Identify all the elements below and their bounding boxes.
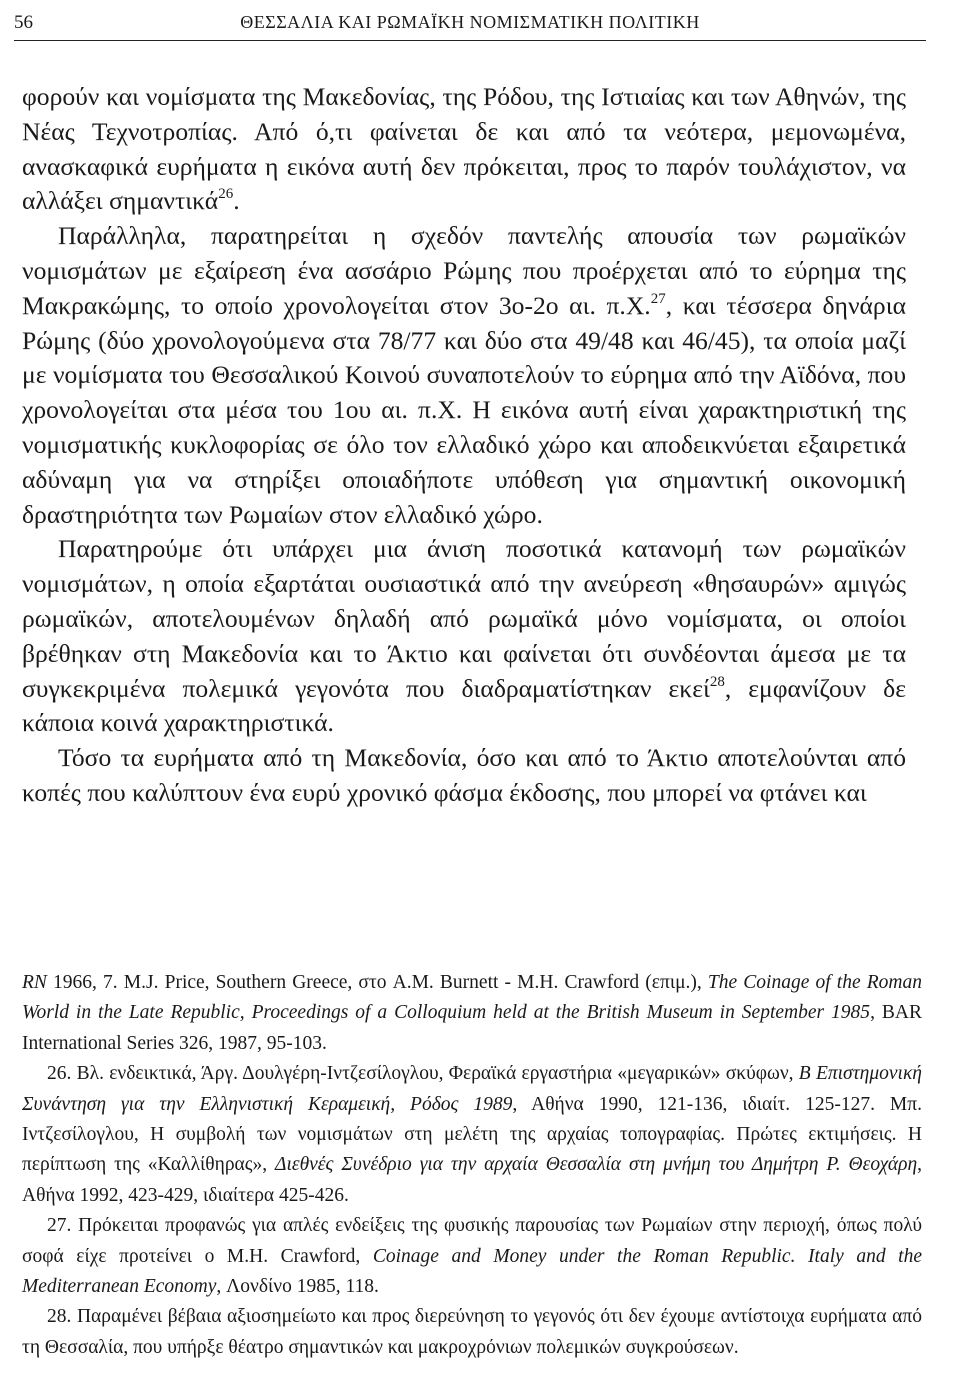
paragraph-text: , και τέσσερα δηνάρια Ρώμης (δύο χρονολογούμενα στα 78/77 και δύο στα 49/48 και 46/45), τα οποία μαζί με νομίσματα του Θεσσαλικού Κοινού συναποτελούν το εύρημα από την Αϊδόνα, που χρονολογείται στα μέσα του 1ου αι. π.Χ. Η εικόνα αυτή είναι χαρακτηριστική της νομισματικής κυκλοφορίας σε όλο τον ελλαδικό χώρο και αποδεικνύεται εξαιρετικά αδύναμη για να στηρίξει οποιαδήποτε υπόθεση για σημαντική οικονομική δραστηριότητα των Ρωμαίων στον ελλαδικό χώρο. bbox=[22, 290, 906, 529]
footnote-27 bbox=[22, 1211, 922, 1302]
paragraph-text: φορούν και νομίσματα της Μακεδονίας, της Ρόδου, της Ιστιαίας και των Αθηνών, της Νέας Τεχνοτροπίας. Από ό,τι φαίνεται δε και από τα νεότερα, μεμονωμένα, ανασκαφικά ευρήματα η εικόνα αυτή δεν πρόκειται, προς το παρόν τουλάχιστον, να αλλάξει σημαντικά bbox=[22, 82, 906, 216]
paragraph-text: Παράλληλα, παρατηρείται η σχεδόν παντελής απουσία των ρωμαϊκών νομισμάτων με εξαίρεση ένα ασσάριο Ρώμης που προέρχεται από το εύρημα της Μακρακώμης, το οποίο χρονολογείται στον 3ο-2ο αι. π.Χ. bbox=[22, 221, 906, 320]
footnote-26 bbox=[22, 1059, 922, 1211]
footnote-ref: 28 bbox=[709, 673, 725, 690]
footnote-ref: 27 bbox=[650, 290, 666, 307]
book-title: The Coinage of the Roman World in the Late Republic, Proceedings of a Colloquium held at the British Museum in September 1985 bbox=[22, 972, 922, 1024]
book-title: Β Επιστημονική Συνάντηση για την Ελληνιστική Κεραμεική, Ρόδος 1989 bbox=[22, 1063, 922, 1115]
book-title: Coinage and Money under the Roman Republic. Italy and the Mediterranean Economy bbox=[22, 1245, 922, 1298]
footnote-text: 28. Παραμένει βέβαια αξιοσημείωτο και προς διερεύνηση το γεγονός ότι δεν έχουμε αντίστοιχα ευρήματα από τη Θεσσαλία, που υπήρξε θέατρο σημαντικών και μακροχρόνιων πολεμικών συγκρούσεων. bbox=[22, 1306, 922, 1358]
paragraph-text: Παρατηρούμε ότι υπάρχει μια άνιση ποσοτικά κατανομή των ρωμαϊκών νομισμάτων, η οποία εξαρτάται ουσιαστικά από την ανεύρεση «θησαυρών» αμιγώς ρωμαϊκών, αποτελουμένων δηλαδή από ρωμαϊκά μόνο νομίσματα, οι οποίοι βρέθηκαν στη Μακεδονία και το Άκτιο και φαίνεται ότι συνδέονται άμεσα με τα συγκεκριμένα πολεμικά γεγονότα που διαδραματίστηκαν εκεί bbox=[22, 534, 906, 703]
footnote-text: 27. Πρόκειται προφανώς για απλές ενδείξεις της φυσικής παρουσίας των Ρωμαίων στην περιοχή, όπως πολύ σοφά είχε προτείνει ο M.H. Crawford, bbox=[22, 1215, 922, 1267]
book-title: Διεθνές Συνέδριο για την αρχαία Θεσσαλία στη μνήμη του Δημήτρη Ρ. Θεοχάρη bbox=[275, 1154, 918, 1176]
footnote-28 bbox=[22, 1302, 922, 1363]
footnote-text: 26. Βλ. ενδεικτικά, Άργ. Δουλγέρη-Ιντζεσίλογλου, Φεραϊκά εργαστήρια «μεγαρικών» σκύφων, bbox=[47, 1063, 799, 1085]
footnote-text: , Αθήνα 1992, 423-429, ιδιαίτερα 425-426. bbox=[22, 1154, 922, 1206]
footnote-ref: 26 bbox=[218, 186, 234, 203]
paragraph-text: Τόσο τα ευρήματα από τη Μακεδονία, όσο και από το Άκτιο αποτελούνται από κοπές που καλύπτουν ένα ευρύ χρονικό φάσμα έκδοσης, που μπορεί να φτάνει και bbox=[22, 743, 906, 807]
page-number: 56 bbox=[14, 12, 33, 33]
page-header bbox=[14, 6, 926, 41]
footnotes bbox=[22, 968, 922, 1363]
paragraph bbox=[22, 741, 906, 811]
paragraph-text: , εμφανίζουν δε κάποια κοινά χαρακτηριστικά. bbox=[22, 673, 906, 738]
footnote-text: , Λονδίνο 1985, 118. bbox=[216, 1276, 379, 1298]
footnote-text: , Αθήνα 1990, 121-136, ιδιαίτ. 125-127. Μπ. Ιντζεσίλογλου, Η συμβολή των νομισμάτων στη μελέτη της αρχαίας τοπογραφίας. Πρώτες εκτιμήσεις. Η περίπτωση της «Καλλίθηρας», bbox=[22, 1093, 922, 1176]
footnote-25-continued bbox=[22, 968, 922, 1059]
running-title: ΘΕΣΣΑΛΙΑ ΚΑΙ ΡΩΜΑΪΚΗ ΝΟΜΙΣΜΑΤΙΚΗ ΠΟΛΙΤΙΚΗ bbox=[240, 12, 700, 32]
paragraph bbox=[22, 80, 906, 219]
paragraph-text: . bbox=[233, 186, 240, 216]
paragraph bbox=[22, 219, 906, 532]
body-text bbox=[22, 80, 906, 811]
paragraph bbox=[22, 532, 906, 741]
footnote-text: 1966, 7. M.J. Price, Southern Greece, στο A.M. Burnett - M.H. Crawford (επιμ.), bbox=[46, 972, 708, 993]
footnote-text: , BAR International Series 326, 1987, 95-103. bbox=[22, 1002, 922, 1054]
journal-abbrev: RN bbox=[22, 972, 47, 993]
